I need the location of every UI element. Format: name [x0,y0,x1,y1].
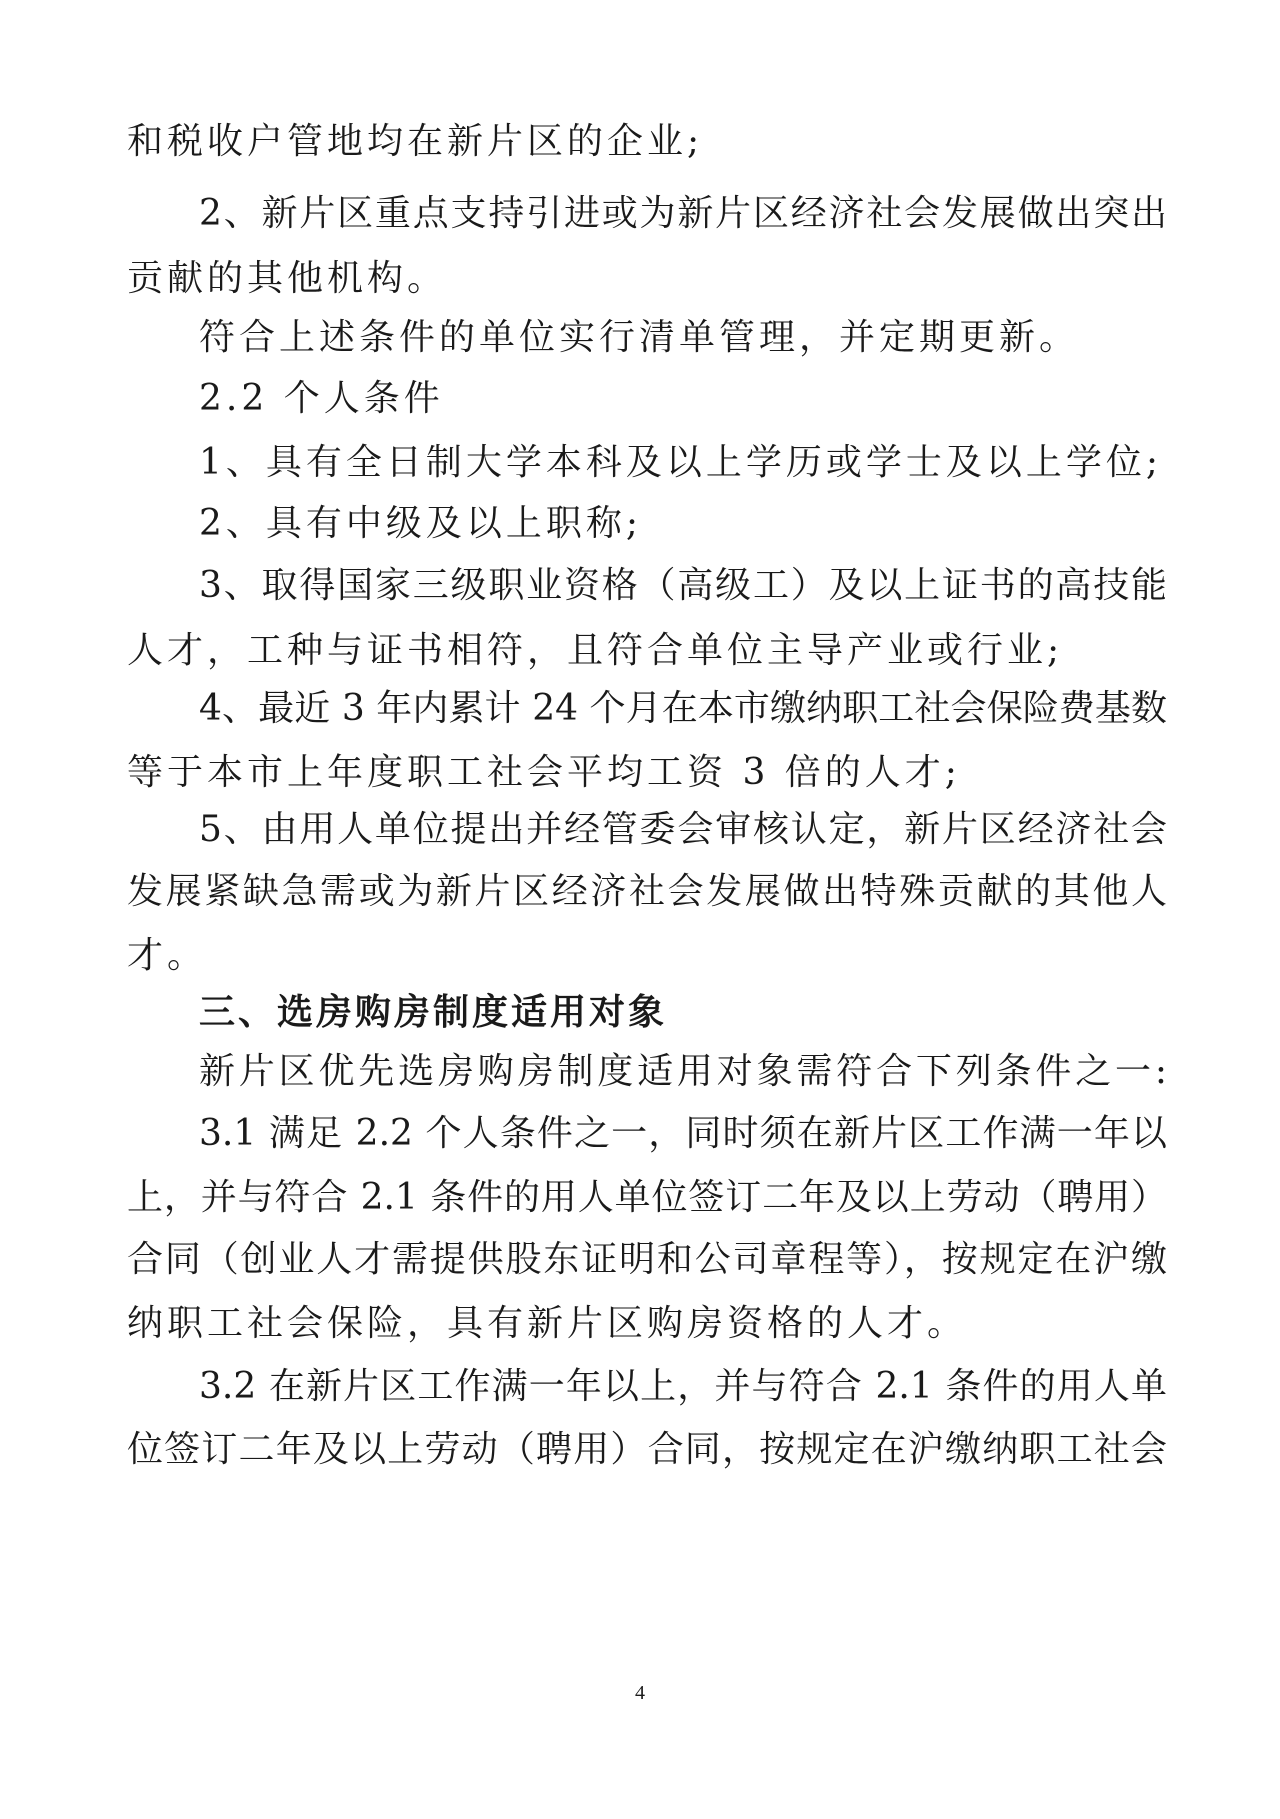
text-line: 新片区优先选房购房制度适用对象需符合下列条件之一: [199,1051,1167,1092]
text-line: 和税收户管地均在新片区的企业; [127,121,704,162]
text-line: 等于本市上年度职工社会平均工资 3 倍的人才; [127,752,961,793]
text-line: 3.2 在新片区工作满一年以上，并与符合 2.1 条件的用人单 [199,1366,1167,1407]
text-line: 5、由用人单位提出并经管委会审核认定，新片区经济社会 [199,809,1167,850]
text-line: 贡献的其他机构。 [127,258,448,299]
text-line: 1、具有全日制大学本科及以上学历或学士及以上学位; [199,442,1163,483]
text-line: 符合上述条件的单位实行清单管理，并定期更新。 [199,317,1080,358]
text-line: 位签订二年及以上劳动（聘用）合同，按规定在沪缴纳职工社会 [127,1429,1167,1470]
section-heading: 三、选房购房制度适用对象 [199,992,668,1033]
text-line: 2、具有中级及以上职称; [199,503,643,544]
text-line: 纳职工社会保险，具有新片区购房资格的人才。 [127,1303,968,1344]
text-line: 4、最近 3 年内累计 24 个月在本市缴纳职工社会保险费基数 [199,688,1167,729]
text-line: 才。 [127,935,208,976]
text-line: 3、取得国家三级职业资格（高级工）及以上证书的高技能 [199,565,1167,606]
section-heading: 2.2 个人条件 [199,378,444,419]
text-line: 发展紧缺急需或为新片区经济社会发展做出特殊贡献的其他人 [127,871,1167,912]
text-line: 上，并与符合 2.1 条件的用人单位签订二年及以上劳动（聘用） [127,1177,1167,1218]
text-line: 3.1 满足 2.2 个人条件之一，同时须在新片区工作满一年以 [199,1113,1167,1154]
text-line: 2、新片区重点支持引进或为新片区经济社会发展做出突出 [199,193,1167,234]
text-line: 合同（创业人才需提供股东证明和公司章程等），按规定在沪缴 [127,1239,1167,1280]
page-number: 4 [635,1682,645,1704]
text-line: 人才，工种与证书相符，且符合单位主导产业或行业; [127,630,1064,671]
